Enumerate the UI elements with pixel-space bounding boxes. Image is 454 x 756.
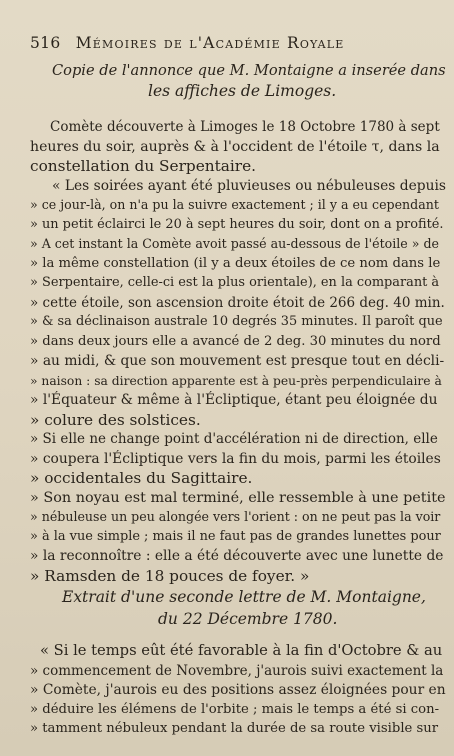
text-line: » à la vue simple ; mais il ne faut pas de grandes lunettes pour (30, 528, 441, 544)
text-line: » occidentales du Sagittaire. (30, 469, 253, 487)
text-line: » la reconnoître : elle a été découverte avec une lunette de (30, 548, 444, 564)
text-line: » tamment nébuleux pendant la durée de sa route visible sur (30, 721, 439, 736)
text-line: » Son noyau est mal terminé, elle ressemble à une petite (30, 489, 446, 506)
section2-title-line-2: du 22 Décembre 1780. (158, 610, 338, 628)
running-header (30, 34, 440, 52)
text-line: Comète découverte à Limoges le 18 Octobre 1780 à sept (50, 119, 440, 135)
text-line: » coupera l'Écliptique vers la fin du mois, parmi les étoiles (30, 450, 441, 467)
text-line: heures du soir, auprès & à l'occident de l'étoile τ, dans la (30, 138, 440, 155)
text-line: » commencement de Novembre, j'aurois suivi exactement la (30, 662, 444, 679)
text-line: » un petit éclairci le 20 à sept heures du soir, dont on a profité. (30, 216, 444, 232)
running-title: Mémoires de l'Académie Royale (75, 34, 345, 52)
text-line: « Les soirées ayant été pluvieuses ou nébuleuses depuis (52, 177, 446, 194)
page-number: 516 (30, 34, 61, 52)
text-line: » la même constellation (il y a deux étoiles de ce nom dans le (30, 255, 441, 271)
text-line: » colure des solstices. (30, 410, 201, 429)
text-line: » naison : sa direction apparente est à peu-près perpendiculaire à (30, 373, 442, 388)
text-line: » nébuleuse un peu alongée vers l'orient : on ne peut pas la voir (30, 509, 441, 524)
section1-title-line-2: les affiches de Limoges. (148, 82, 337, 100)
text-line: » Comète, j'aurois eu des positions assez éloignées pour en (30, 682, 446, 698)
text-line: » & sa déclinaison australe 10 degrés 35 minutes. Il paroît que (30, 314, 443, 329)
text-line: » A cet instant la Comète avoit passé au-dessous de l'étoile » de (30, 236, 439, 251)
text-line: » Si elle ne change point d'accélération ni de direction, elle (30, 431, 438, 447)
text-line: » dans deux jours elle a avancé de 2 deg. 30 minutes du nord (30, 333, 441, 349)
text-line: « Si le temps eût été favorable à la fin d'Octobre & au (40, 642, 443, 659)
text-line: » Serpentaire, celle-ci est la plus orientale), en la comparant à (30, 275, 440, 290)
section2-title-line-1: Extrait d'une seconde lettre de M. Montaigne, (62, 588, 426, 606)
text-line: » l'Équateur & même à l'Écliptique, étant peu éloignée du (30, 392, 438, 408)
section1-title-line-1: Copie de l'annonce que M. Montaigne a inserée dans (52, 62, 446, 79)
text-line: » au midi, & que son mouvement est presque tout en décli- (30, 353, 445, 369)
text-line: » Ramsden de 18 pouces de foyer. » (30, 566, 310, 585)
text-line: » déduire les élémens de l'orbite ; mais le temps a été si con- (30, 701, 440, 717)
text-line: constellation du Serpentaire. (30, 157, 256, 175)
text-line: » cette étoile, son ascension droite étoit de 266 deg. 40 min. (30, 294, 445, 311)
text-line: » ce jour-là, on n'a pu la suivre exactement ; il y a eu cependant (30, 197, 439, 212)
